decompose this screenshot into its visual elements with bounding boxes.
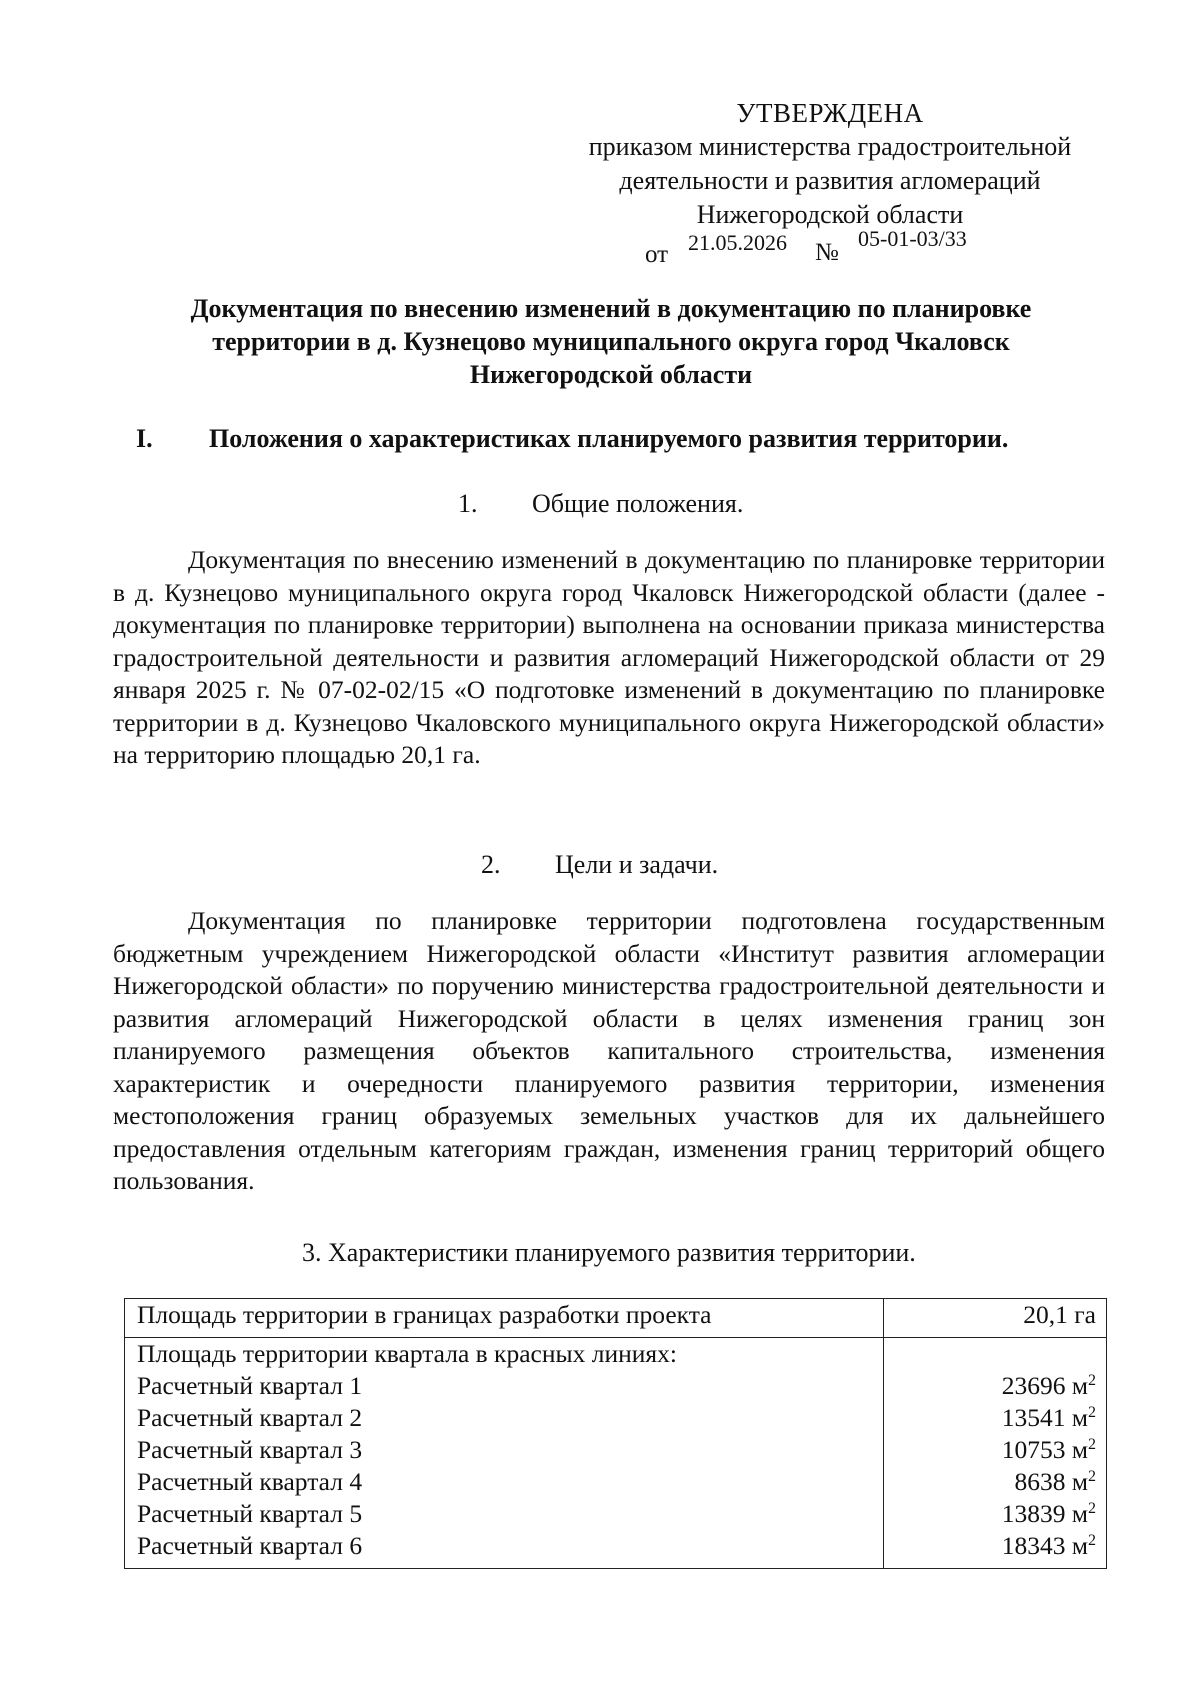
unit-power: 2 — [1088, 1532, 1096, 1549]
approval-date: 21.05.2026 — [688, 230, 787, 255]
approval-block — [540, 96, 1120, 266]
quarter-area — [896, 1402, 1096, 1434]
title-line: Документация по внесению изменений в документацию по планировке — [190, 294, 1032, 323]
unit: м — [1071, 1531, 1088, 1560]
unit-power: 2 — [1088, 1436, 1096, 1453]
section-numeral: I. — [136, 424, 153, 453]
approval-line: деятельности и развития агломераций — [619, 166, 1041, 195]
quarter-label: Расчетный квартал 2 — [137, 1403, 363, 1432]
unit-power: 2 — [1088, 1372, 1096, 1389]
quarter-area — [896, 1370, 1096, 1402]
quarter-area — [896, 1530, 1096, 1562]
row-value: 20,1 га — [1023, 1300, 1096, 1329]
unit: м — [1071, 1499, 1088, 1528]
spacer — [896, 1338, 1096, 1370]
table-row — [125, 1338, 1107, 1569]
approval-heading: УТВЕРЖДЕНА — [736, 98, 924, 128]
quarter-value: 13839 — [1001, 1499, 1066, 1528]
subsection-number: 2. — [481, 850, 501, 879]
characteristics-table — [124, 1298, 1107, 1569]
table-row — [125, 1299, 1107, 1338]
table-cell — [125, 1338, 884, 1569]
quarter-area — [896, 1434, 1096, 1466]
quarter-label: Расчетный квартал 1 — [137, 1371, 363, 1400]
quarter-value: 10753 — [1001, 1435, 1066, 1464]
subsection-title: 3. Характеристики планируемого развития территории. — [302, 1238, 916, 1267]
title-line: Нижегородской области — [469, 360, 753, 389]
title-line: территории в д. Кузнецово муниципального округа город Чкаловск — [212, 327, 1010, 356]
quarter-area — [896, 1466, 1096, 1498]
number-sign: № — [815, 239, 839, 266]
unit: м — [1071, 1435, 1088, 1464]
table-cell — [884, 1299, 1107, 1338]
unit: м — [1071, 1371, 1088, 1400]
document-title — [118, 292, 1104, 391]
subsection-heading — [302, 1236, 916, 1269]
unit-power: 2 — [1088, 1404, 1096, 1421]
quarter-label: Расчетный квартал 3 — [137, 1435, 363, 1464]
approval-date-line — [540, 226, 1120, 268]
row-label: Площадь территории в границах разработки проекта — [137, 1300, 712, 1329]
unit: м — [1071, 1467, 1088, 1496]
quarter-value: 13541 — [1001, 1403, 1066, 1432]
unit: м — [1071, 1403, 1088, 1432]
table-cell — [884, 1338, 1107, 1569]
quarter-label: Расчетный квартал 6 — [137, 1531, 363, 1560]
approval-number: 05-01-03/33 — [858, 226, 967, 251]
subsection-heading — [458, 487, 743, 520]
subsection-heading — [481, 848, 718, 881]
date-prefix: от — [645, 241, 669, 268]
quarter-area — [896, 1498, 1096, 1530]
approval-line: приказом министерства градостроительной — [588, 132, 1072, 161]
paragraph: Документация по внесению изменений в документацию по планировке территории в д. Кузнецово муниципального округа город Чкаловск Нижегородской области (далее - документация по планировке территории) выполнена на основании приказа министерства градостроительной деятельности и развития агломераций Нижегородской области от 29 января 2025 г. № 07-02-02/15 «О подготовке изменений в документацию по планировке территории в д. Кузнецово Чкаловского муниципального округа Нижегородской области» на территорию площадью 20,1 га. — [113, 545, 1105, 769]
subsection-title: Общие положения. — [532, 489, 744, 518]
quarter-value: 8638 — [1014, 1467, 1066, 1496]
approval-line: Нижегородской области — [696, 200, 964, 229]
quarter-label: Расчетный квартал 5 — [137, 1499, 363, 1528]
unit-power: 2 — [1088, 1468, 1096, 1485]
paragraph: Документация по планировке территории подготовлена государственным бюджетным учреждением Нижегородской области «Институт развития агломерации Нижегородской области» по поручению министерства градостроительной деятельности и развития агломераций Нижегородской области в целях изменения границ зон планируемого размещения объектов капитального строительства, изменения характеристик и очередности планируемого развития территории, изменения местоположения границ образуемых земельных участков для их дальнейшего предоставления отдельным категориям граждан, изменения границ территорий общего пользования. — [113, 906, 1105, 1195]
quarter-value: 23696 — [1001, 1371, 1066, 1400]
unit-power: 2 — [1088, 1500, 1096, 1517]
row-header: Площадь территории квартала в красных линиях: — [137, 1339, 677, 1368]
subsection-title: Цели и задачи. — [555, 850, 719, 879]
quarter-value: 18343 — [1001, 1531, 1066, 1560]
subsection-number: 1. — [458, 489, 478, 518]
table-cell — [125, 1299, 884, 1338]
quarter-label: Расчетный квартал 4 — [137, 1467, 363, 1496]
section-title: Положения о характеристиках планируемого развития территории. — [209, 424, 1009, 453]
